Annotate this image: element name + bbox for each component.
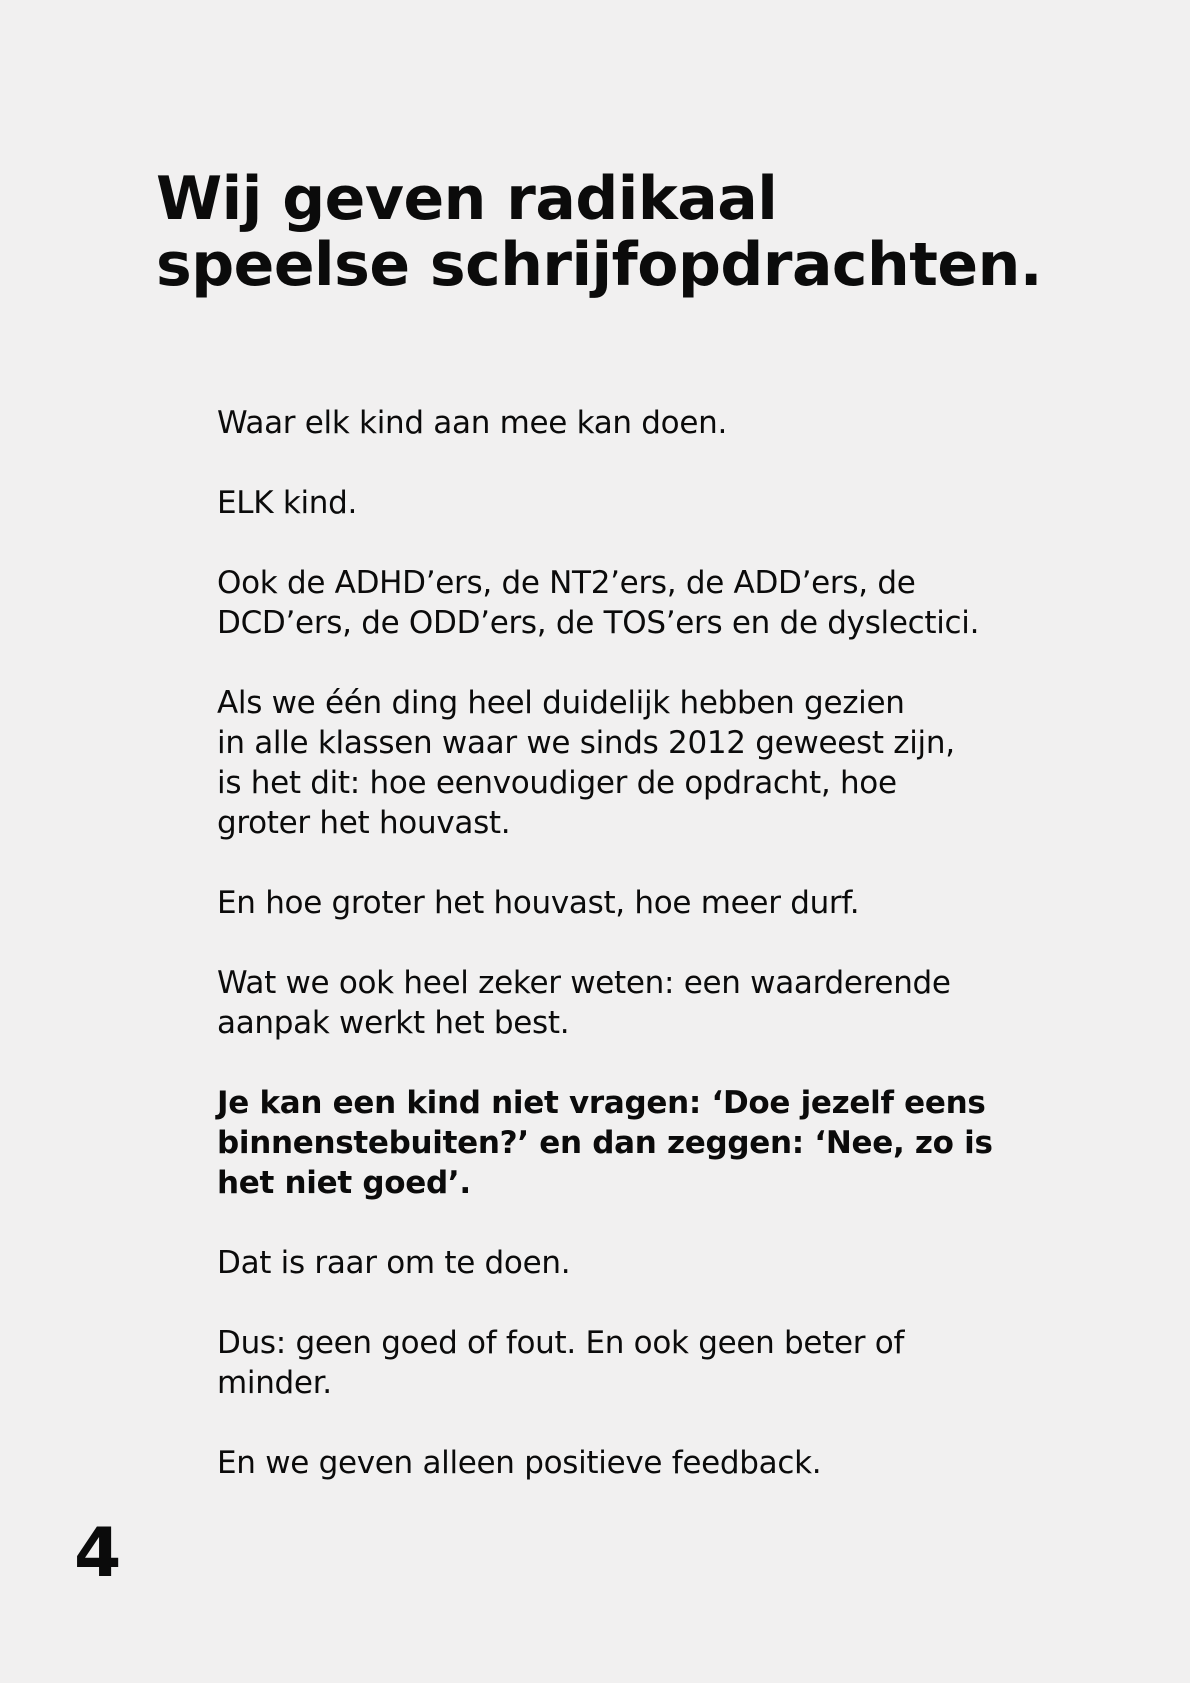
text-line: groter het houvast.: [217, 805, 511, 841]
text-line: En hoe groter het houvast, hoe meer durf.: [217, 885, 860, 921]
text-line: DCD’ers, de ODD’ers, de TOS’ers en de dyslectici.: [217, 605, 980, 641]
text-line: Waar elk kind aan mee kan doen.: [217, 405, 728, 441]
paragraph: [217, 403, 1117, 443]
text-line: Dus: geen goed of fout. En ook geen beter of: [217, 1325, 905, 1361]
text-line: En we geven alleen positieve feedback.: [217, 1445, 822, 1481]
text-line: minder.: [217, 1365, 332, 1401]
paragraph: [217, 683, 1117, 843]
title-line: Wij geven radikaal: [156, 164, 778, 234]
paragraph: [217, 883, 1117, 923]
paragraph: [217, 1243, 1117, 1283]
paragraph: [217, 963, 1117, 1043]
paragraph: [217, 563, 1117, 643]
text-line: in alle klassen waar we sinds 2012 geweest zijn,: [217, 725, 955, 761]
paragraph: [217, 1443, 1117, 1483]
text-line: ELK kind.: [217, 485, 358, 521]
text-line: het niet goed’.: [217, 1165, 471, 1201]
paragraph-emphasis: [217, 1083, 1117, 1203]
text-line: Als we één ding heel duidelijk hebben gezien: [217, 685, 905, 721]
page-title: [156, 166, 1116, 298]
page-number: 4: [74, 1514, 122, 1593]
text-line: Wat we ook heel zeker weten: een waarderende: [217, 965, 951, 1001]
paragraph: [217, 483, 1117, 523]
title-line: speelse schrijfopdrachten.: [156, 230, 1043, 300]
text-line: aanpak werkt het best.: [217, 1005, 570, 1041]
paragraph: [217, 1323, 1117, 1403]
body-text: [217, 403, 1117, 1523]
text-line: Dat is raar om te doen.: [217, 1245, 571, 1281]
text-line: Je kan een kind niet vragen: ‘Doe jezelf eens: [217, 1085, 986, 1121]
text-line: binnenstebuiten?’ en dan zeggen: ‘Nee, zo is: [217, 1125, 993, 1161]
text-line: is het dit: hoe eenvoudiger de opdracht, hoe: [217, 765, 897, 801]
text-line: Ook de ADHD’ers, de NT2’ers, de ADD’ers, de: [217, 565, 916, 601]
